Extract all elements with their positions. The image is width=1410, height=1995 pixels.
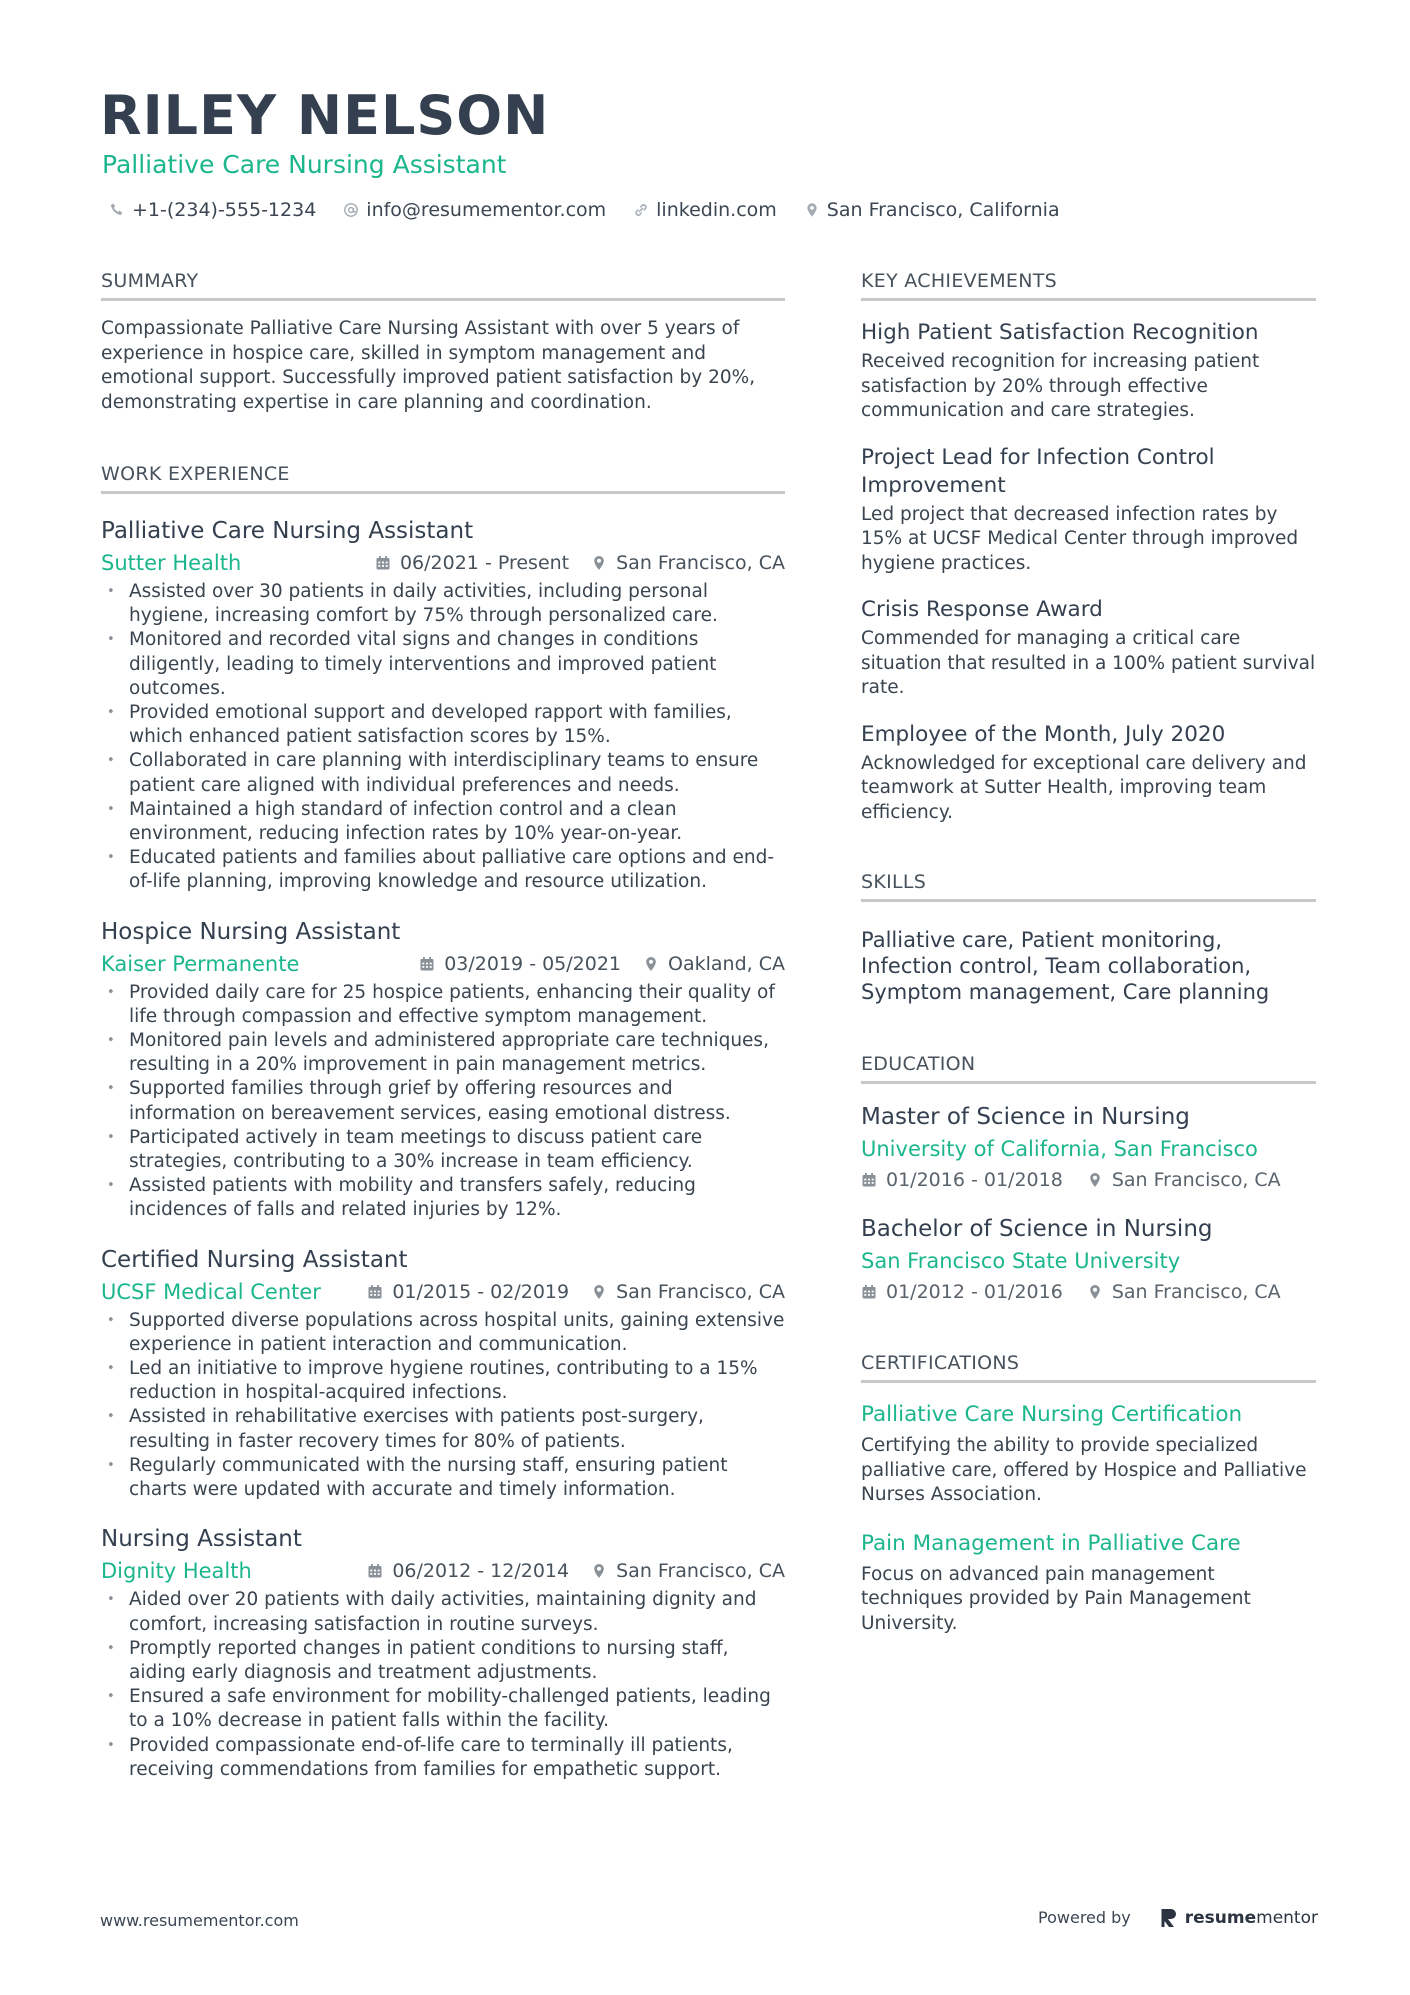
calendar-icon <box>375 555 391 571</box>
calendar-icon <box>861 1284 877 1300</box>
achievement-item <box>861 596 1316 701</box>
job-meta <box>101 1557 785 1585</box>
job-bullet: • Maintained a high standard of infection control and a clean environment, reducing infection rates by 10% year-on-year. <box>101 798 785 846</box>
job-meta <box>101 950 785 978</box>
job-bullet: • Regularly communicated with the nursing staff, ensuring patient charts were updated with accurate and timely information. <box>101 1454 785 1502</box>
job-meta-right <box>375 549 785 577</box>
job-list <box>101 516 785 1782</box>
job-bullet: • Monitored and recorded vital signs and changes in conditions diligently, leading to timely interventions and improved patient outcomes. <box>101 628 785 701</box>
job-bullet: • Provided daily care for 25 hospice patients, enhancing their quality of life through compassion and effective symptom management. <box>101 981 785 1029</box>
contact-email-text: info@resumementor.com <box>366 199 607 221</box>
calendar-meta <box>375 549 569 577</box>
job-bullet-list <box>101 981 785 1223</box>
calendar-icon <box>367 1563 383 1579</box>
job-bullet-list <box>101 1588 785 1782</box>
location-pin-icon <box>591 1563 607 1579</box>
calendar-icon <box>419 956 435 972</box>
job-bullet: • Assisted patients with mobility and transfers safely, reducing incidences of falls and related injuries by 12%. <box>101 1174 785 1222</box>
location-pin-meta <box>1087 1278 1281 1306</box>
location-pin-meta <box>591 1278 785 1306</box>
contact-email[interactable] <box>342 197 606 223</box>
job-bullet: • Provided compassionate end-of-life care to terminally ill patients, receiving commendations from families for empathetic support. <box>101 1734 785 1782</box>
job-bullet: • Ensured a safe environment for mobility-challenged patients, leading to a 10% decrease in patient falls within the facility. <box>101 1685 785 1733</box>
location-pin-icon <box>643 956 659 972</box>
brand-name-bold: resume <box>1184 1908 1257 1928</box>
job-title: Certified Nursing Assistant <box>101 1246 408 1273</box>
education-meta <box>861 1166 1316 1194</box>
footer-url[interactable]: www.resumementor.com <box>100 1911 299 1930</box>
resumementor-logo-icon <box>1161 1907 1179 1929</box>
job-entry <box>101 1524 785 1782</box>
certifications-heading: CERTIFICATIONS <box>861 1350 1316 1383</box>
brand-logo[interactable] <box>1161 1906 1318 1930</box>
job-title: Hospice Nursing Assistant <box>101 918 401 945</box>
contact-phone-text: +1-(234)-555-1234 <box>132 199 317 221</box>
achievement-item <box>861 444 1316 577</box>
certification-list <box>861 1401 1316 1636</box>
calendar-meta <box>367 1557 569 1585</box>
footer-branding <box>1038 1906 1318 1930</box>
company-name: Dignity Health <box>101 1559 252 1584</box>
calendar-meta <box>861 1166 1063 1194</box>
calendar-text: 01/2012 - 01/2016 <box>886 1281 1063 1303</box>
job-bullet: • Aided over 20 patients with daily activities, maintaining dignity and comfort, increasing satisfaction in routine surveys. <box>101 1588 785 1636</box>
summary-heading: SUMMARY <box>101 268 785 301</box>
job-bullet: • Led an initiative to improve hygiene routines, contributing to a 15% reduction in hospital-acquired infections. <box>101 1357 785 1405</box>
link-icon <box>632 201 650 219</box>
location-pin-text: San Francisco, CA <box>1111 1281 1281 1303</box>
work-experience-heading: WORK EXPERIENCE <box>101 461 785 494</box>
achievement-desc: Led project that decreased infection rates by 15% at UCSF Medical Center through improved hygiene practices. <box>861 503 1299 574</box>
degree-title: Bachelor of Science in Nursing <box>861 1216 1213 1242</box>
job-bullet: • Monitored pain levels and administered appropriate care techniques, resulting in a 20% improvement in pain management metrics. <box>101 1029 785 1077</box>
achievement-title: Employee of the Month, July 2020 <box>861 721 1226 747</box>
brand-name-light: mentor <box>1256 1908 1318 1928</box>
skills-heading: SKILLS <box>861 869 1316 902</box>
certification-title: Pain Management in Palliative Care <box>861 1530 1241 1556</box>
calendar-icon <box>367 1284 383 1300</box>
calendar-text: 03/2019 - 05/2021 <box>444 952 622 975</box>
education-item <box>861 1214 1316 1306</box>
contact-location <box>803 197 1060 223</box>
location-pin-icon <box>591 555 607 571</box>
summary-text: Compassionate Palliative Care Nursing Assistant with over 5 years of experience in hospice care, skilled in symptom management and emotional support. Successfully improved patient satisfaction by 20%, demonstrating expertise in care planning and coordination. <box>101 318 756 413</box>
location-pin-text: San Francisco, CA <box>616 1280 785 1303</box>
job-bullet: • Educated patients and families about palliative care options and end-of-life planning, improving knowledge and resource utilization. <box>101 846 785 894</box>
calendar-meta <box>419 950 621 978</box>
achievement-title: Crisis Response Award <box>861 597 1103 622</box>
certification-title: Palliative Care Nursing Certification <box>861 1402 1243 1427</box>
contact-phone[interactable] <box>108 197 316 223</box>
job-meta <box>101 1278 785 1306</box>
job-title: Nursing Assistant <box>101 1526 302 1553</box>
job-bullet: • Supported families through grief by offering resources and information on bereavement services, easing emotional distress. <box>101 1077 785 1125</box>
school-name: San Francisco State University <box>861 1249 1181 1273</box>
job-meta-right <box>367 1557 785 1585</box>
calendar-text: 01/2016 - 01/2018 <box>886 1169 1063 1191</box>
job-bullet: • Assisted in rehabilitative exercises with patients post-surgery, resulting in faster recovery times for 80% of patients. <box>101 1405 785 1453</box>
achievements-heading: KEY ACHIEVEMENTS <box>861 268 1316 301</box>
certification-desc: Focus on advanced pain management techniques provided by Pain Management University. <box>861 1563 1251 1634</box>
education-heading: EDUCATION <box>861 1051 1316 1084</box>
location-pin-text: San Francisco, CA <box>616 1560 785 1583</box>
achievement-desc: Acknowledged for exceptional care delivery and teamwork at Sutter Health, improving team efficiency. <box>861 752 1307 823</box>
left-column <box>101 268 785 1782</box>
location-pin-meta <box>1087 1166 1281 1194</box>
achievement-item <box>861 721 1316 826</box>
job-bullet: • Promptly reported changes in patient conditions to nursing staff, aiding early diagnosis and treatment adjustments. <box>101 1637 785 1685</box>
job-entry <box>101 516 785 895</box>
job-entry <box>101 917 785 1223</box>
location-pin-meta <box>643 950 785 978</box>
achievement-desc: Commended for managing a critical care situation that resulted in a 100% patient survival rate. <box>861 628 1316 698</box>
job-bullet: • Provided emotional support and developed rapport with families, which enhanced patient satisfaction scores by 15%. <box>101 701 785 749</box>
school-name: University of California, San Francisco <box>861 1137 1258 1161</box>
job-meta <box>101 549 785 577</box>
calendar-icon <box>861 1172 877 1188</box>
education-meta <box>861 1278 1316 1306</box>
calendar-text: 06/2012 - 12/2014 <box>392 1560 570 1583</box>
location-icon <box>803 201 821 219</box>
job-bullet-list <box>101 1309 785 1503</box>
location-pin-icon <box>1087 1284 1103 1300</box>
at-icon <box>342 201 360 219</box>
job-bullet: • Participated actively in team meetings to discuss patient care strategies, contributing to a 30% increase in team efficiency. <box>101 1126 785 1174</box>
job-bullet: • Assisted over 30 patients in daily activities, including personal hygiene, increasing comfort by 75% through personalized care. <box>101 580 785 628</box>
contact-linkedin[interactable] <box>632 197 777 223</box>
candidate-name: RILEY NELSON <box>100 84 550 147</box>
phone-icon <box>108 201 126 219</box>
company-name: UCSF Medical Center <box>101 1279 321 1304</box>
company-name: Kaiser Permanente <box>101 951 300 976</box>
achievement-title: High Patient Satisfaction Recognition <box>861 320 1259 345</box>
education-item <box>861 1102 1316 1194</box>
calendar-meta <box>861 1278 1063 1306</box>
certification-item <box>861 1530 1316 1637</box>
location-pin-icon <box>591 1284 607 1300</box>
calendar-meta <box>367 1278 569 1306</box>
location-pin-meta <box>591 549 785 577</box>
certification-item <box>861 1401 1316 1508</box>
location-pin-meta <box>591 1557 785 1585</box>
education-list <box>861 1102 1316 1306</box>
achievement-desc: Received recognition for increasing patient satisfaction by 20% through effective communication and care strategies. <box>861 351 1260 421</box>
contact-bar <box>108 197 1086 223</box>
contact-linkedin-text: linkedin.com <box>656 199 777 221</box>
job-bullet: • Collaborated in care planning with interdisciplinary teams to ensure patient care aligned with individual preferences and needs. <box>101 749 785 797</box>
location-pin-text: San Francisco, CA <box>616 552 785 574</box>
location-pin-text: Oakland, CA <box>668 952 785 975</box>
achievement-item <box>861 319 1316 424</box>
job-meta-right <box>367 1278 785 1306</box>
calendar-text: 06/2021 - Present <box>399 552 570 574</box>
candidate-title: Palliative Care Nursing Assistant <box>102 150 507 179</box>
job-bullet-list <box>101 580 785 895</box>
job-entry <box>101 1245 785 1503</box>
degree-title: Master of Science in Nursing <box>861 1104 1190 1130</box>
achievement-title: Project Lead for Infection Control Improvement <box>861 444 1215 498</box>
contact-location-text: San Francisco, California <box>826 199 1060 221</box>
location-pin-text: San Francisco, CA <box>1111 1169 1281 1191</box>
calendar-text: 01/2015 - 02/2019 <box>392 1280 570 1303</box>
powered-by-label: Powered by <box>1038 1908 1131 1927</box>
certification-desc: Certifying the ability to provide specialized palliative care, offered by Hospice and Palliative Nurses Association. <box>861 1435 1307 1505</box>
job-meta-right <box>419 950 785 978</box>
location-pin-icon <box>1087 1172 1103 1188</box>
job-title: Palliative Care Nursing Assistant <box>101 518 474 544</box>
job-bullet: • Supported diverse populations across hospital units, gaining extensive experience in patient interaction and communication. <box>101 1309 785 1357</box>
skills-text: Palliative care, Patient monitoring, Infection control, Team collaboration, Symptom management, Care planning <box>861 928 1270 1004</box>
company-name: Sutter Health <box>101 551 242 575</box>
achievement-list <box>861 319 1316 825</box>
right-column <box>861 268 1316 1636</box>
